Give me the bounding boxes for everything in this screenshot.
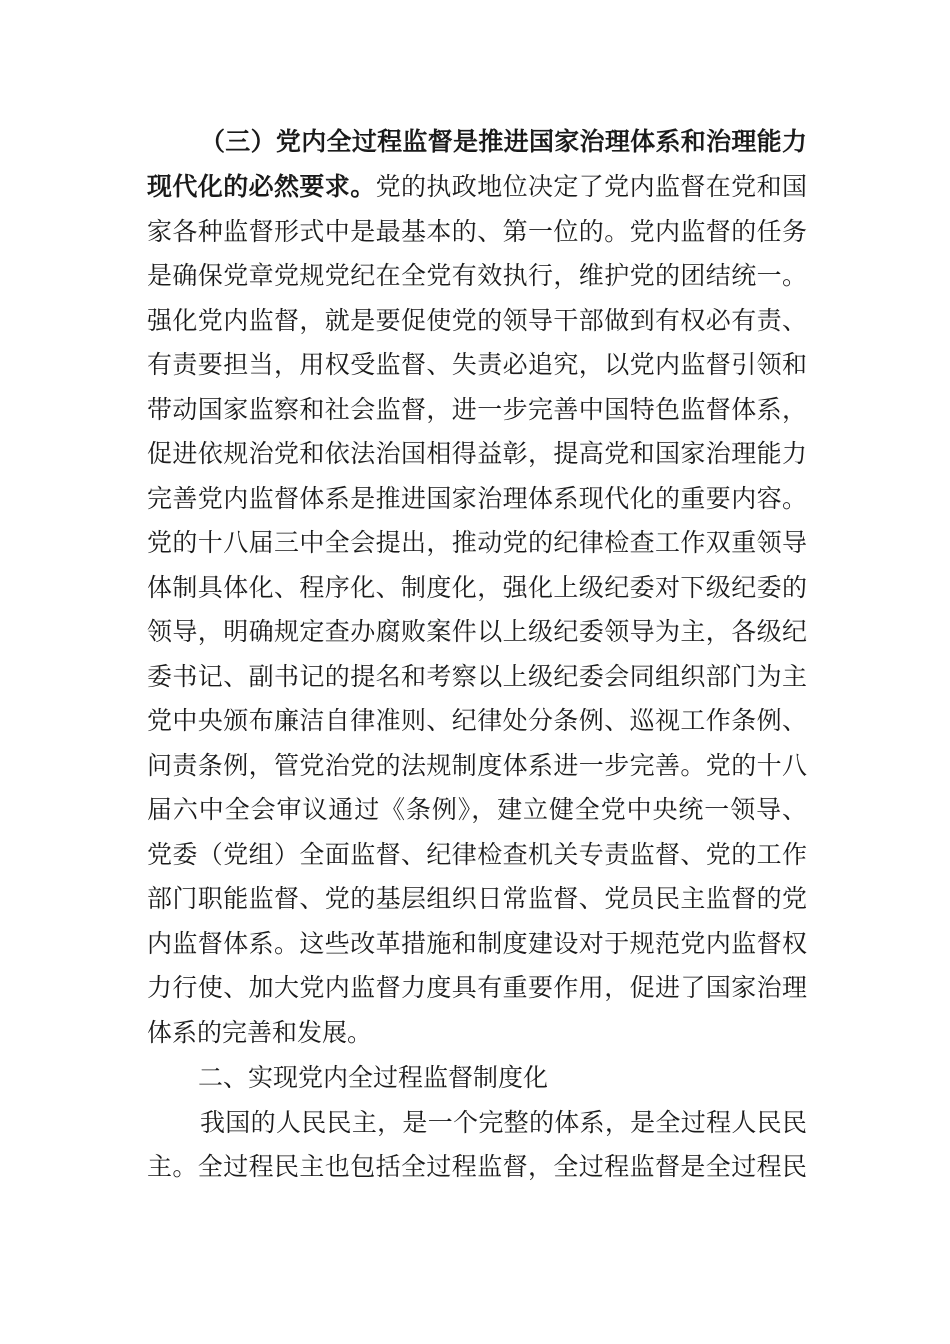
paragraph-line: 促进依规治党和依法治国相得益彰，提高党和国家治理能力 — [147, 439, 807, 468]
paragraph-line: 我国的人民民主，是一个完整的体系，是全过程人民民 — [200, 1108, 807, 1137]
paragraph-line: 强化党内监督，就是要促使党的领导干部做到有权必有责、 — [147, 306, 807, 335]
section-3-line-2 — [147, 172, 807, 202]
paragraph-line: 领导，明确规定查办腐败案件以上级纪委领导为主，各级纪 — [147, 617, 807, 646]
paragraph-line: 家各种监督形式中是最基本的、第一位的。党内监督的任务 — [147, 217, 807, 246]
section-3-title-line-1: （三）党内全过程监督是推进国家治理体系和治理能力 — [200, 127, 807, 156]
paragraph-line: 党的十八届三中全会提出，推动党的纪律检查工作双重领导 — [147, 528, 807, 557]
paragraph-line: 带动国家监察和社会监督，进一步完善中国特色监督体系， — [147, 395, 807, 424]
paragraph-line: 完善党内监督体系是推进国家治理体系现代化的重要内容。 — [147, 484, 807, 513]
paragraph-line: 体制具体化、程序化、制度化，强化上级纪委对下级纪委的 — [147, 573, 807, 602]
paragraph-last-line: 体系的完善和发展。 — [147, 1018, 373, 1047]
paragraph-line: 是确保党章党规党纪在全党有效执行，维护党的团结统一。 — [147, 261, 807, 290]
section-3-title-line-2: 现代化的必然要求。 — [147, 172, 376, 201]
paragraph-line: 问责条例，管党治党的法规制度体系进一步完善。党的十八 — [147, 751, 807, 780]
paragraph-line: 力行使、加大党内监督力度具有重要作用，促进了国家治理 — [147, 973, 807, 1002]
paragraph-line: 有责要担当，用权受监督、失责必追究，以党内监督引领和 — [147, 350, 807, 379]
section-heading: 二、实现党内全过程监督制度化 — [198, 1063, 549, 1092]
paragraph-line: 部门职能监督、党的基层组织日常监督、党员民主监督的党 — [147, 884, 807, 913]
paragraph-line: 内监督体系。这些改革措施和制度建设对于规范党内监督权 — [147, 929, 807, 958]
paragraph-line: 党中央颁布廉洁自律准则、纪律处分条例、巡视工作条例、 — [147, 706, 807, 735]
section-3-line-2-text: 党的执政地位决定了党内监督在党和国 — [375, 172, 807, 201]
paragraph-line: 党委（党组）全面监督、纪律检查机关专责监督、党的工作 — [147, 840, 807, 869]
paragraph-line: 委书记、副书记的提名和考察以上级纪委会同组织部门为主 — [147, 662, 807, 691]
paragraph-line: 届六中全会审议通过《条例》，建立健全党中央统一领导、 — [147, 795, 807, 824]
paragraph-line: 主。全过程民主也包括全过程监督，全过程监督是全过程民 — [147, 1152, 807, 1181]
